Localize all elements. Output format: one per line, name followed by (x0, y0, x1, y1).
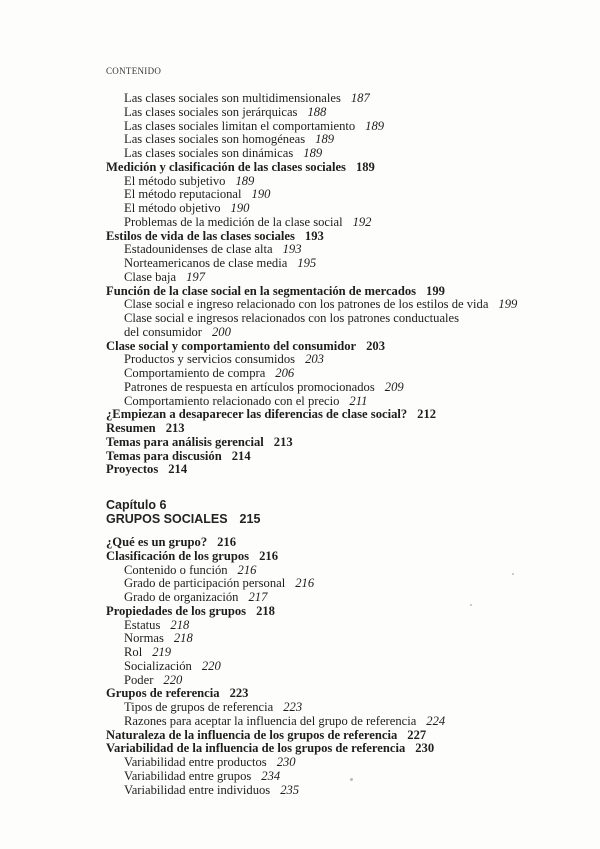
toc-entry-title: Poder (124, 672, 154, 687)
toc-entry (106, 742, 445, 756)
toc-subentry (106, 619, 445, 633)
toc-entry-page: 216 (217, 535, 237, 549)
toc-entry-page: 230 (276, 755, 296, 769)
toc-entry-title: Las clases sociales son jerárquicas (124, 104, 298, 119)
toc-subentry (106, 591, 445, 605)
toc-entry-title: Contenido o función (124, 562, 228, 577)
toc-entry-title: Variabilidad entre grupos (124, 768, 252, 783)
toc-entry-title: Normas (124, 631, 164, 646)
toc-entry-page: 199 (498, 297, 518, 312)
toc-entry (106, 550, 445, 564)
toc-entry-page: 235 (280, 782, 300, 797)
toc-entry-page: 224 (426, 713, 446, 728)
toc-entry-title: El método reputacional (124, 187, 242, 202)
toc-entry-page: 218 (170, 617, 190, 632)
toc-entry-title: ¿Empiezan a desaparecer las diferencias de clase social? (106, 407, 408, 422)
toc-entry-page: 193 (304, 228, 324, 243)
toc-entry-page: 187 (350, 91, 370, 105)
toc-entry-title: Productos y servicios consumidos (124, 352, 296, 367)
toc-entry-page: 188 (307, 104, 327, 119)
chapter-page: 215 (239, 512, 261, 526)
toc-entry-page: 211 (349, 393, 368, 408)
scan-speck (512, 573, 514, 575)
toc-subentry (106, 381, 517, 395)
toc-entry-page: 189 (365, 118, 385, 133)
toc-subentry (106, 577, 445, 591)
scan-speck (470, 604, 472, 606)
toc-entry-page: 216 (259, 548, 278, 563)
toc-entry (106, 340, 517, 354)
toc-entry-title: El método objetivo (124, 201, 221, 215)
scan-speck (350, 778, 353, 781)
toc-entry-page: 216 (237, 562, 257, 577)
toc-entry-page: 206 (275, 366, 295, 380)
toc-subentry (106, 243, 517, 257)
toc-entry-title: Tipos de grupos de referencia (124, 700, 274, 714)
toc-entry-page: 192 (352, 214, 372, 229)
toc-subentry (106, 133, 517, 147)
toc-entry-page: 218 (256, 603, 275, 618)
toc-entry-page: 193 (282, 242, 302, 257)
toc-entry-title: Las clases sociales limitan el comportamiento (124, 118, 356, 133)
toc-entry-title: del consumidor (124, 324, 202, 339)
toc-section-social-class (106, 92, 517, 477)
toc-entry-title: Socialización (124, 658, 192, 673)
toc-entry-page: 195 (297, 256, 317, 270)
toc-entry-title: Clase social e ingresos relacionados con los patrones conductuales (124, 311, 460, 325)
toc-entry-page: 218 (173, 631, 193, 646)
toc-entry-page: 213 (273, 434, 293, 449)
toc-entry-title: Variabilidad entre productos (124, 755, 267, 769)
chapter-title-line (106, 512, 260, 526)
toc-entry-title: Medición y clasificación de las clases sociales (106, 159, 346, 174)
toc-entry (106, 408, 517, 422)
toc-entry-page: 190 (230, 201, 250, 215)
toc-entry-page: 209 (384, 379, 404, 394)
toc-entry-page: 189 (235, 173, 255, 188)
toc-entry-page: 190 (251, 187, 271, 202)
toc-entry (106, 536, 445, 550)
toc-entry-title: Grupos de referencia (106, 686, 220, 701)
toc-entry-page: 220 (163, 672, 183, 687)
toc-subentry (106, 756, 445, 770)
toc-subentry (106, 106, 517, 120)
toc-entry-page: 213 (165, 421, 185, 435)
toc-entry (106, 687, 445, 701)
toc-entry-title: Grado de participación personal (124, 576, 286, 591)
toc-entry (106, 422, 517, 436)
chapter-title: GRUPOS SOCIALES (106, 512, 228, 526)
toc-entry-title: Función de la clase social en la segmentación de mercados (106, 283, 417, 298)
toc-entry-page: 227 (407, 727, 427, 742)
toc-subentry (106, 202, 517, 216)
toc-subentry (106, 770, 445, 784)
toc-entry-title: Patrones de respuesta en artículos promocionados (124, 379, 375, 394)
toc-subentry (106, 298, 517, 312)
toc-entry-title: Grado de organización (124, 590, 239, 604)
toc-entry-title: Las clases sociales son multidimensionales (124, 91, 341, 105)
toc-entry-page: 216 (295, 576, 315, 591)
toc-entry-title: Las clases sociales son homogéneas (124, 132, 306, 147)
toc-subentry (106, 271, 517, 285)
toc-subentry (106, 147, 517, 161)
toc-entry-title: Estadounidenses de clase alta (124, 242, 273, 257)
toc-entry-title: Propiedades de los grupos (106, 603, 247, 618)
toc-entry-title: Rol (124, 645, 143, 659)
toc-entry-title: ¿Qué es un grupo? (106, 535, 208, 549)
toc-entry-title: Clase social e ingreso relacionado con los patrones de los estilos de vida (124, 297, 489, 312)
toc-entry-page: 189 (355, 159, 375, 174)
toc-entry-title: Proyectos (106, 462, 159, 477)
toc-subentry (106, 120, 517, 134)
toc-entry-title: Problemas de la medición de la clase social (124, 214, 343, 229)
toc-entry-title: Naturaleza de la influencia de los grupos de referencia (106, 727, 398, 742)
toc-section-social-groups (106, 536, 445, 797)
toc-subentry (106, 395, 517, 409)
toc-entry-title: Clase social y comportamiento del consumidor (106, 338, 357, 353)
toc-entry-title: Temas para discusión (106, 448, 222, 463)
chapter-label: Capítulo 6 (106, 498, 167, 512)
toc-entry-title: Variabilidad de la influencia de los grupos de referencia (106, 741, 406, 756)
toc-entry-page: 220 (201, 658, 221, 673)
toc-subentry (106, 353, 517, 367)
toc-entry-title: Comportamiento de compra (124, 366, 266, 380)
toc-entry-title: Clasificación de los grupos (106, 548, 250, 563)
toc-entry-page: 214 (168, 462, 188, 477)
toc-entry-page: 203 (305, 352, 324, 367)
toc-entry-title: Estilos de vida de las clases sociales (106, 228, 295, 243)
toc-subentry (106, 674, 445, 688)
toc-subentry (106, 175, 517, 189)
toc-subentry (106, 660, 445, 674)
toc-entry-page: 223 (229, 686, 249, 701)
toc-entry-title: Norteamericanos de clase media (124, 256, 288, 270)
toc-entry-title: Las clases sociales son dinámicas (124, 146, 294, 160)
toc-subentry (106, 326, 517, 340)
toc-entry-page: 217 (248, 590, 268, 604)
toc-entry (106, 436, 517, 450)
toc-entry-page: 223 (283, 700, 303, 714)
toc-entry-title: Resumen (106, 421, 156, 435)
toc-entry-page: 200 (212, 324, 231, 339)
toc-entry (106, 285, 517, 299)
toc-entry-title: Razones para aceptar la influencia del grupo de referencia (124, 713, 417, 728)
toc-entry-page: 203 (366, 338, 385, 353)
toc-subentry (106, 564, 445, 578)
running-header: CONTENIDO (106, 66, 162, 76)
toc-entry-title: El método subjetivo (124, 173, 226, 188)
toc-entry (106, 605, 445, 619)
toc-subentry (106, 646, 445, 660)
toc-entry (106, 729, 445, 743)
toc-entry-page: 219 (152, 645, 172, 659)
toc-entry-page: 199 (426, 283, 445, 298)
toc-subentry (106, 367, 517, 381)
toc-entry-page: 189 (303, 146, 323, 160)
toc-entry (106, 463, 517, 477)
toc-entry (106, 450, 517, 464)
toc-subentry (106, 715, 445, 729)
toc-entry-page: 214 (231, 448, 251, 463)
toc-entry (106, 161, 517, 175)
toc-subentry (106, 701, 445, 715)
toc-subentry (106, 784, 445, 798)
toc-entry (106, 230, 517, 244)
toc-entry-page: 197 (186, 269, 205, 284)
toc-entry-title: Temas para análisis gerencial (106, 434, 264, 449)
toc-entry-title: Clase baja (124, 269, 177, 284)
toc-subentry (106, 216, 517, 230)
toc-entry-page: 212 (417, 407, 437, 422)
chapter-heading (106, 498, 260, 526)
toc-subentry (106, 312, 517, 326)
toc-entry-page: 230 (415, 741, 435, 756)
toc-entry-page: 234 (261, 768, 281, 783)
toc-entry-page: 189 (315, 132, 335, 147)
toc-subentry (106, 188, 517, 202)
toc-entry-title: Comportamiento relacionado con el precio (124, 393, 340, 408)
toc-subentry (106, 257, 517, 271)
toc-subentry (106, 92, 517, 106)
toc-entry-title: Estatus (124, 617, 161, 632)
toc-subentry (106, 632, 445, 646)
toc-entry-title: Variabilidad entre individuos (124, 782, 271, 797)
